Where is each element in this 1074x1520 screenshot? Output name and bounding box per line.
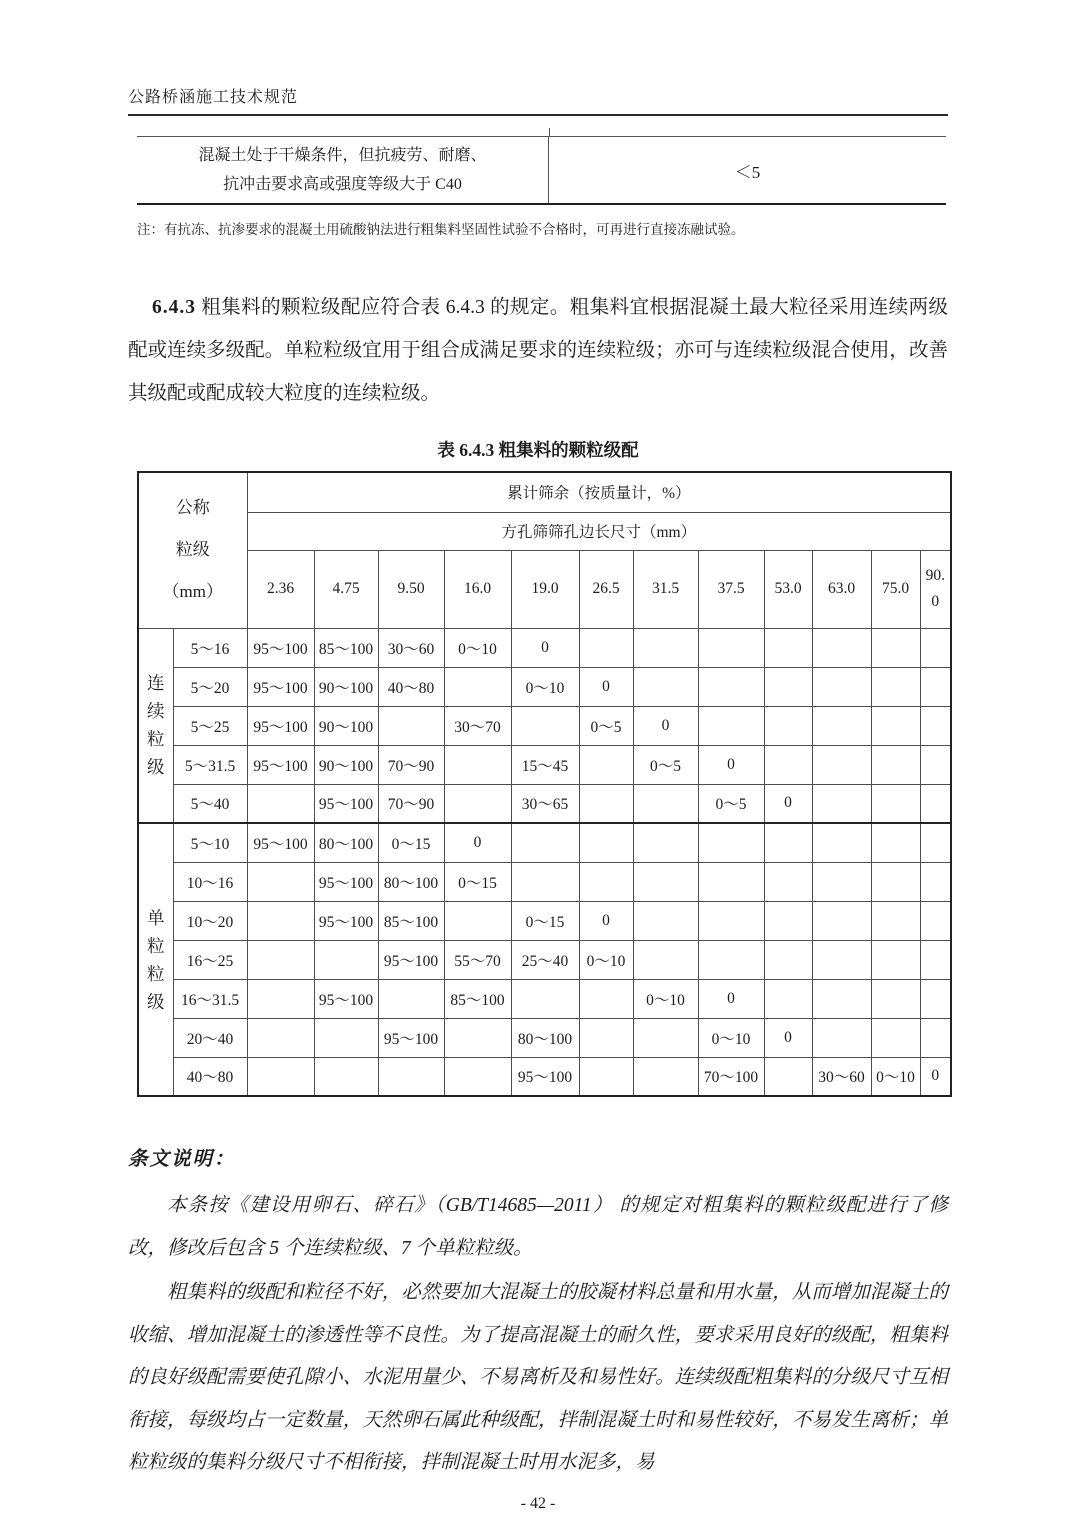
value-cell: [378, 1057, 444, 1096]
value-cell: [247, 940, 314, 979]
value-cell: [871, 784, 920, 823]
value-cell: [871, 862, 920, 901]
value-cell: [444, 667, 511, 706]
table-row: [138, 862, 951, 901]
sieve-col-header: 63.0: [812, 550, 871, 628]
value-cell: [812, 745, 871, 784]
commentary-heading: 条文说明：: [128, 1149, 236, 1170]
page-number: - 42 -: [520, 1494, 556, 1512]
value-cell: [698, 628, 764, 667]
value-cell: [579, 1057, 633, 1096]
value-cell: [314, 1057, 378, 1096]
value-cell: [579, 823, 633, 862]
value-cell: 15～45: [511, 745, 579, 784]
sieve-col-header: 26.5: [579, 550, 633, 628]
value-cell: [633, 667, 698, 706]
commentary-para-2: 粗集料的级配和粒径不好，必然要加大混凝土的胶凝材料总量和用水量，从而增加混凝土的收缩、增加混凝土的渗透性等不良性。为了提高混凝土的耐久性，要求采用良好的级配，粗集料的良好级配需要使孔隙小、水泥用量少、不易离析及和易性好。连续级配粗集料的分级尺寸互相衔接，每级均占一定数量，天然卵石属此种级配，拌制混凝土时和易性较好，不易发生离析；单粒粒级的集料分级尺寸不相衔接，拌制混凝土时用水泥多，易: [128, 1282, 948, 1473]
value-cell: [920, 901, 951, 940]
table-row: [138, 667, 951, 706]
value-cell: [920, 940, 951, 979]
value-cell: 90～100: [314, 667, 378, 706]
value-cell: [812, 940, 871, 979]
value-cell: 95～100: [378, 940, 444, 979]
value-cell: 90～100: [314, 706, 378, 745]
group-label: 连 续 粒 级: [138, 628, 173, 823]
value-cell: [920, 628, 951, 667]
value-cell: [633, 901, 698, 940]
running-head: 公路桥涵施工技术规范: [128, 84, 948, 116]
value-cell: [812, 979, 871, 1018]
size-range: 5～10: [173, 823, 247, 862]
value-cell: [633, 1057, 698, 1096]
value-cell: [247, 901, 314, 940]
value-cell: 0: [633, 706, 698, 745]
table-row: [137, 136, 946, 205]
value-cell: [579, 979, 633, 1018]
value-cell: 0～15: [511, 901, 579, 940]
value-cell: [871, 745, 920, 784]
value-cell: [579, 862, 633, 901]
value-cell: 0: [698, 745, 764, 784]
value-cell: [871, 823, 920, 862]
value-cell: [444, 784, 511, 823]
value-cell: 0～10: [698, 1018, 764, 1057]
size-range: 5～25: [173, 706, 247, 745]
size-range: 10～16: [173, 862, 247, 901]
value-cell: [871, 1018, 920, 1057]
size-range: 16～31.5: [173, 979, 247, 1018]
value-cell: 0～5: [698, 784, 764, 823]
condition-line1: 混凝土处于干燥条件，但抗疲劳、耐磨、: [198, 147, 487, 164]
value-cell: [247, 862, 314, 901]
value-cell: [812, 823, 871, 862]
value-cell: 0: [920, 1057, 951, 1096]
sieve-col-header: 16.0: [444, 550, 511, 628]
value-cell: [314, 1018, 378, 1057]
group-label: 单 粒 粒 级: [138, 823, 173, 1096]
sieve-col-header: 9.50: [378, 550, 444, 628]
value-cell: [698, 706, 764, 745]
size-range: 10～20: [173, 901, 247, 940]
value-cell: 0～10: [444, 628, 511, 667]
nominal-size-header: [138, 472, 247, 628]
value-cell: [579, 784, 633, 823]
value-cell: [812, 1018, 871, 1057]
value-cell: 70～90: [378, 784, 444, 823]
table-row: [138, 784, 951, 823]
commentary-para-1: 本条按《建设用卵石、碎石》（GB/T14685—2011） 的规定对粗集料的颗粒级配进行了修改，修改后包含 5 个连续粒级、7 个单粒粒级。: [128, 1195, 948, 1259]
value-cell: [579, 628, 633, 667]
condition-cell: [137, 137, 549, 203]
value-cell: [633, 1018, 698, 1057]
value-cell: [444, 1057, 511, 1096]
value-cell: [764, 745, 812, 784]
value-cell: [511, 979, 579, 1018]
clause-number: 6.4.3: [152, 297, 196, 318]
value-cell: 0: [444, 823, 511, 862]
condition-line2: 抗冲击要求高或强度等级大于 C40: [223, 176, 462, 193]
value-cell: [812, 901, 871, 940]
value-cell: [764, 667, 812, 706]
table-row: [138, 745, 951, 784]
sieve-col-header: 90.0: [920, 550, 951, 628]
table-row: [138, 823, 951, 862]
value-cell: [812, 667, 871, 706]
value-cell: 30～60: [378, 628, 444, 667]
value-cell: 95～100: [314, 979, 378, 1018]
clause-6-4-3: [128, 286, 948, 415]
value-cell: [871, 628, 920, 667]
value-cell: [871, 979, 920, 1018]
cumulative-residue-header: 累计筛余（按质量计，%）: [247, 472, 951, 512]
value-cell: [247, 784, 314, 823]
value-cell: 85～100: [378, 901, 444, 940]
value-cell: [633, 862, 698, 901]
value-cell: [579, 1018, 633, 1057]
value-cell: [444, 1018, 511, 1057]
value-cell: [871, 901, 920, 940]
value-cell: 90～100: [314, 745, 378, 784]
value-cell: 0～10: [511, 667, 579, 706]
table-row: [138, 901, 951, 940]
table-title: 表 6.4.3 粗集料的颗粒级配: [437, 440, 639, 460]
nominal-size-line2: 粒级: [175, 540, 210, 560]
value-cell: [764, 628, 812, 667]
value-cell: [764, 901, 812, 940]
value-cell: 0: [698, 979, 764, 1018]
value-cell: [511, 823, 579, 862]
limit-value-cell: ＜5: [734, 162, 761, 182]
table-row: [138, 1057, 951, 1096]
value-cell: [920, 745, 951, 784]
size-range: 5～40: [173, 784, 247, 823]
header-row-3: [138, 550, 951, 628]
value-cell: [698, 667, 764, 706]
value-cell: 80～100: [314, 823, 378, 862]
table-row: [138, 706, 951, 745]
sieve-col-header: 53.0: [764, 550, 812, 628]
value-cell: 85～100: [444, 979, 511, 1018]
value-cell: [511, 862, 579, 901]
value-cell: [764, 940, 812, 979]
value-cell: 95～100: [511, 1057, 579, 1096]
value-cell: [920, 784, 951, 823]
value-cell: [812, 784, 871, 823]
value-cell: [871, 667, 920, 706]
value-cell: 0: [764, 784, 812, 823]
value-cell: [698, 823, 764, 862]
value-cell: 0～5: [633, 745, 698, 784]
value-cell: 0: [579, 667, 633, 706]
page-content: [128, 0, 948, 1513]
value-cell: 95～100: [247, 667, 314, 706]
value-cell: 70～100: [698, 1057, 764, 1096]
value-cell: [812, 628, 871, 667]
value-cell: [871, 940, 920, 979]
value-cell: [764, 979, 812, 1018]
size-range: 40～80: [173, 1057, 247, 1096]
sieve-col-header: 31.5: [633, 550, 698, 628]
value-cell: [633, 784, 698, 823]
value-cell: [698, 940, 764, 979]
size-range: 5～20: [173, 667, 247, 706]
value-cell: 95～100: [247, 628, 314, 667]
value-cell: 0: [511, 628, 579, 667]
value-cell: 0～5: [579, 706, 633, 745]
value-cell: [812, 706, 871, 745]
table-row: [138, 979, 951, 1018]
value-cell: 0～10: [579, 940, 633, 979]
value-cell: 95～100: [378, 1018, 444, 1057]
value-cell: 95～100: [247, 706, 314, 745]
value-cell: [579, 745, 633, 784]
value-cell: 30～65: [511, 784, 579, 823]
value-cell: 0: [579, 901, 633, 940]
sieve-size-header: 方孔筛筛孔边长尺寸（mm）: [247, 512, 951, 550]
value-cell: 0～15: [378, 823, 444, 862]
value-cell: [920, 706, 951, 745]
gradation-table-body: [138, 628, 951, 1096]
value-cell: [511, 706, 579, 745]
value-cell: 30～60: [812, 1057, 871, 1096]
value-cell: 0～10: [871, 1057, 920, 1096]
gradation-table: [137, 471, 952, 1097]
sieve-col-header: 19.0: [511, 550, 579, 628]
table-row: [138, 628, 951, 667]
value-cell: [633, 628, 698, 667]
sieve-col-header: 2.36: [247, 550, 314, 628]
value-cell: [920, 1018, 951, 1057]
value-cell: 0: [764, 1018, 812, 1057]
commentary-section: [128, 1143, 948, 1485]
value-cell: 0～15: [444, 862, 511, 901]
value-cell: [633, 940, 698, 979]
value-cell: 55～70: [444, 940, 511, 979]
value-cell: 80～100: [378, 862, 444, 901]
value-cell: [698, 862, 764, 901]
sieve-col-header: 75.0: [871, 550, 920, 628]
value-cell: [444, 745, 511, 784]
value-cell: [920, 823, 951, 862]
value-cell: 0～10: [633, 979, 698, 1018]
nominal-size-line1: 公称: [175, 498, 210, 518]
value-cell: [314, 940, 378, 979]
value-cell: [920, 979, 951, 1018]
nominal-size-line3: （mm）: [162, 582, 223, 602]
value-cell: [764, 706, 812, 745]
value-cell: [764, 862, 812, 901]
header-row-1: [138, 472, 951, 512]
value-cell: 95～100: [314, 901, 378, 940]
value-cell: [764, 823, 812, 862]
value-cell: 70～90: [378, 745, 444, 784]
table-continuation-edge: [137, 128, 946, 136]
table-divider: [549, 128, 550, 136]
value-cell: [247, 979, 314, 1018]
value-cell: [920, 862, 951, 901]
value-cell: [247, 1018, 314, 1057]
size-range: 20～40: [173, 1018, 247, 1057]
value-cell: [871, 706, 920, 745]
value-cell: [920, 667, 951, 706]
value-cell: 95～100: [247, 823, 314, 862]
size-range: 16～25: [173, 940, 247, 979]
value-cell: 95～100: [247, 745, 314, 784]
clause-text: 粗集料的颗粒级配应符合表 6.4.3 的规定。粗集料宜根据混凝土最大粒径采用连续两级配或连续多级配。单粒粒级宜用于组合成满足要求的连续粒级；亦可与连续粒级混合使用，改善其级配或配成较大粒度的连续粒级。: [128, 297, 948, 404]
value-cell: [633, 823, 698, 862]
value-cell: [812, 862, 871, 901]
size-range: 5～16: [173, 628, 247, 667]
value-cell: 80～100: [511, 1018, 579, 1057]
sieve-col-header: 4.75: [314, 550, 378, 628]
value-cell: [378, 979, 444, 1018]
value-cell: [444, 901, 511, 940]
value-cell: 40～80: [378, 667, 444, 706]
table-row: [138, 940, 951, 979]
value-cell: [698, 901, 764, 940]
sieve-col-header: 37.5: [698, 550, 764, 628]
value-cell: [247, 1057, 314, 1096]
value-cell: 95～100: [314, 784, 378, 823]
gradation-table-header: [138, 472, 951, 628]
value-cell: 25～40: [511, 940, 579, 979]
value-cell: [764, 1057, 812, 1096]
durability-table-fragment: [137, 128, 946, 205]
value-cell: 30～70: [444, 706, 511, 745]
table-row: [138, 1018, 951, 1057]
header-row-2: [138, 512, 951, 550]
value-cell: 85～100: [314, 628, 378, 667]
value-cell: [378, 706, 444, 745]
table-note: 注：有抗冻、抗渗要求的混凝土用硫酸钠法进行粗集料坚固性试验不合格时，可再进行直接冻融试验。: [137, 222, 745, 237]
size-range: 5～31.5: [173, 745, 247, 784]
value-cell: 95～100: [314, 862, 378, 901]
